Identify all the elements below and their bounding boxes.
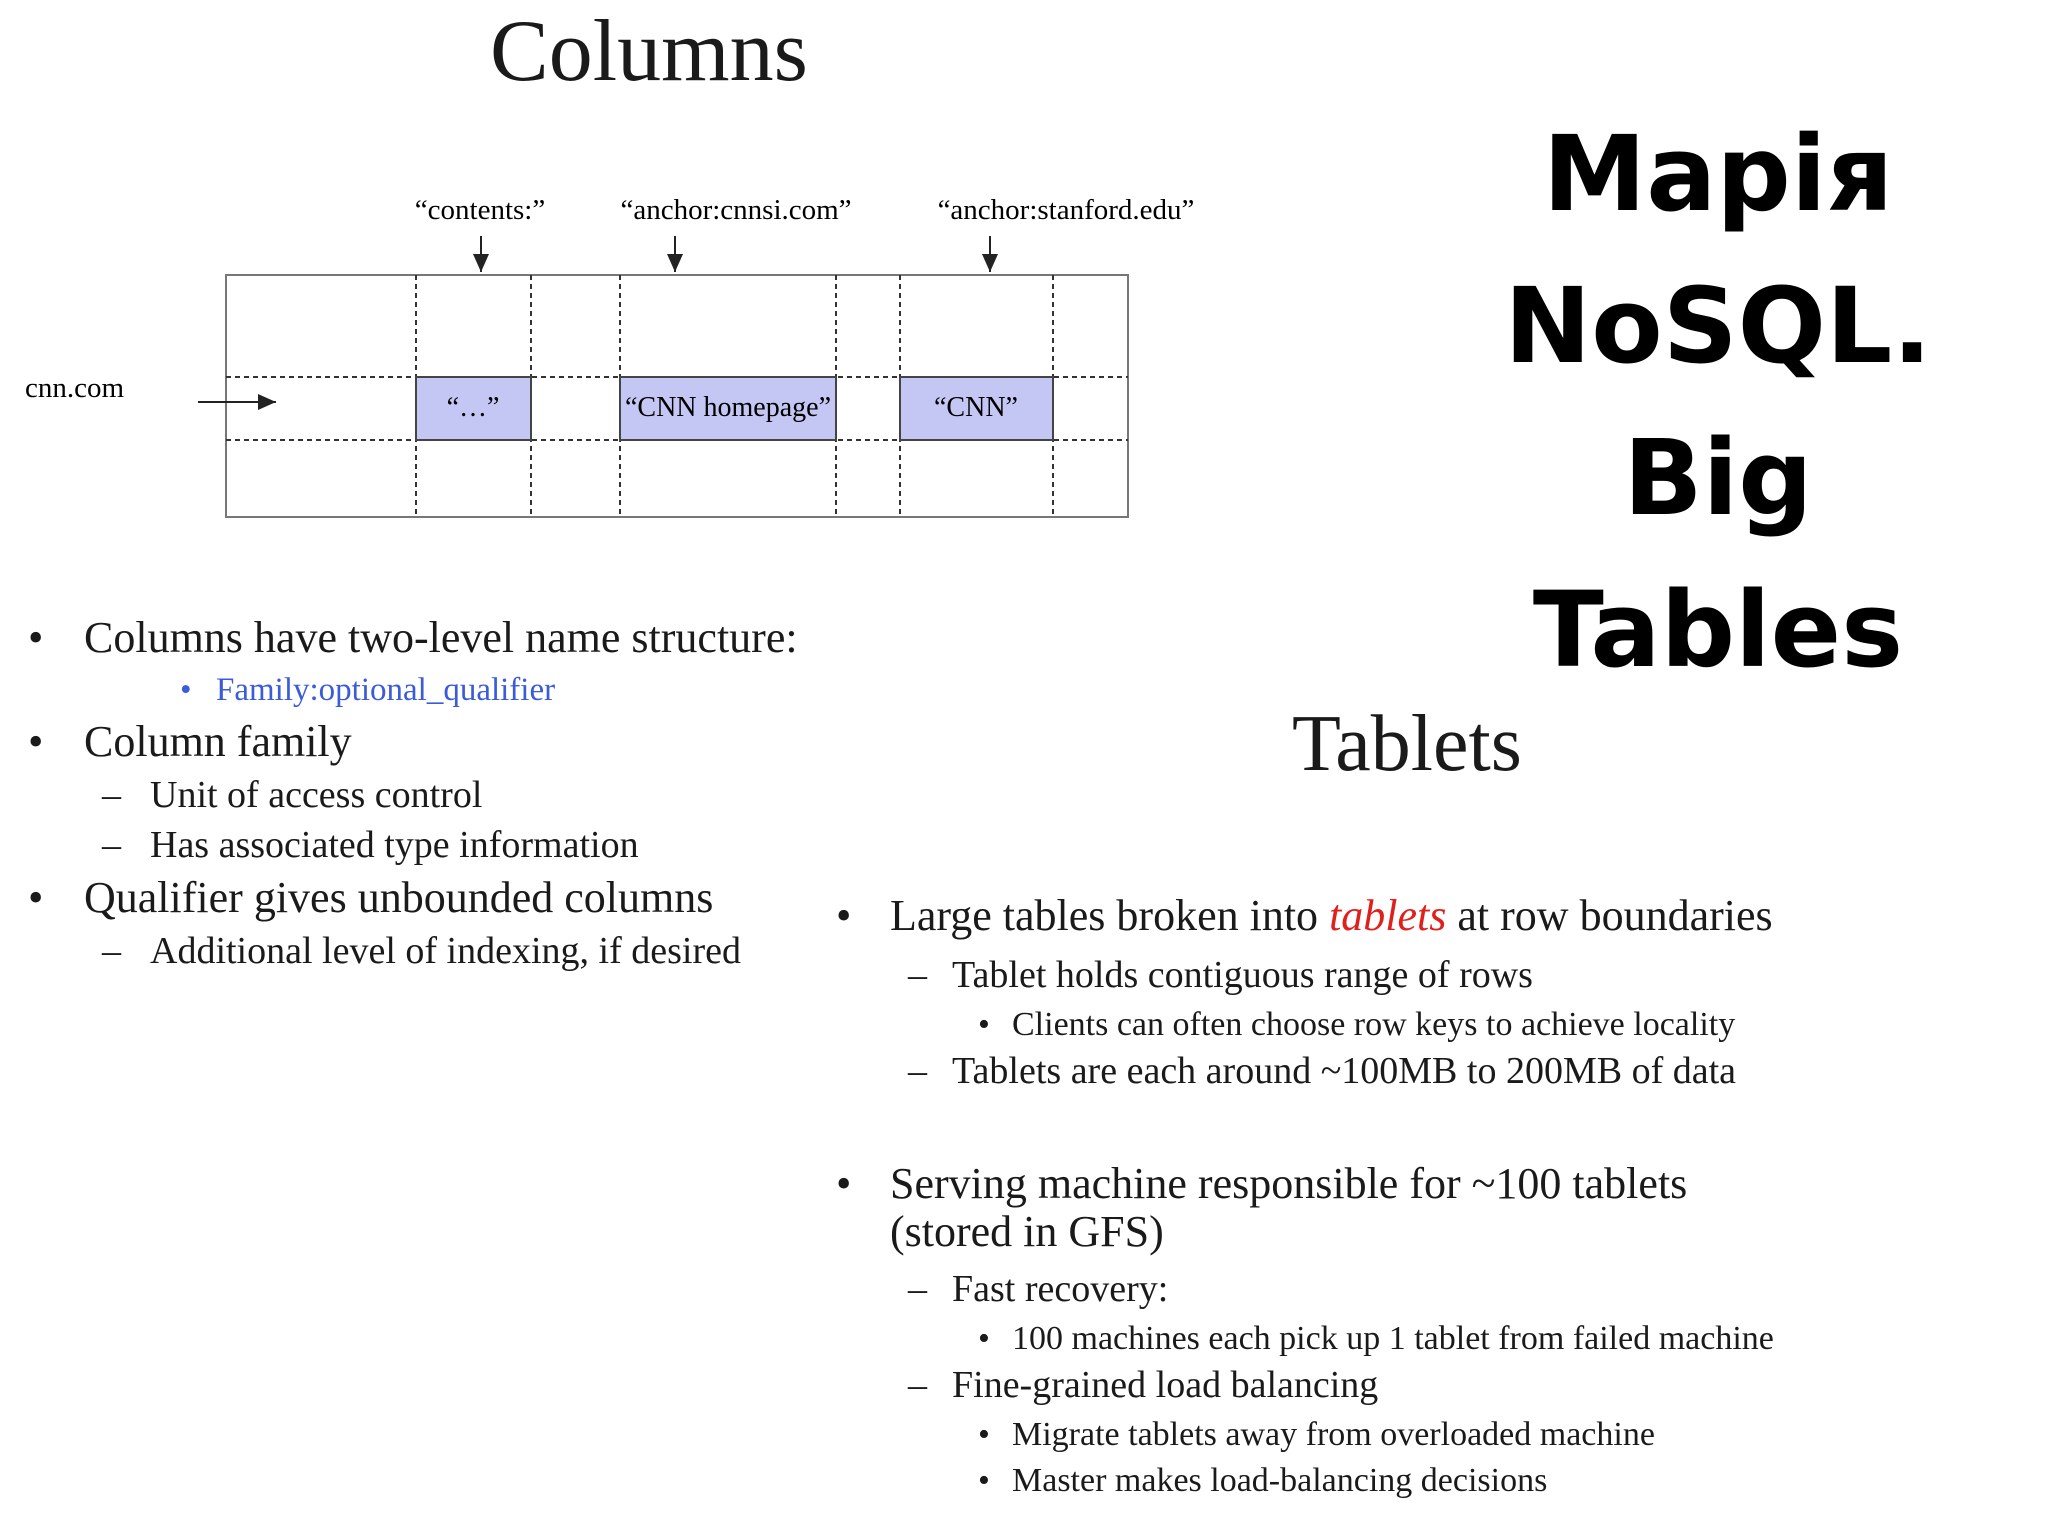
sub-bullet-marker: – [102,774,121,816]
slide-title [1398,98,2038,706]
bullet-text-continuation: (stored in GFS) [890,1207,1164,1256]
sub-bullet-text: Fast recovery: [952,1268,1169,1310]
sub-bullet-marker: – [102,930,121,972]
sub-bullet-text: Additional level of indexing, if desired [150,930,741,972]
sub-sub-bullet-text: Clients can often choose row keys to achieve locality [1012,1006,1736,1043]
bullet-marker: • [28,717,44,766]
bullet-marker: • [836,891,852,940]
bullet-text [890,890,1773,942]
bullet-text: Qualifier gives unbounded columns [84,873,714,922]
sub-sub-bullet-marker: • [978,1320,990,1357]
column-label-contents: “contents:” [414,194,546,226]
bullet-marker: • [836,1159,852,1208]
sub-bullet-text: Fine-grained load balancing [952,1364,1379,1406]
bullet-marker: • [28,873,44,922]
sub-bullet-marker: – [908,954,927,996]
slide-title-line: Tables [1532,569,1904,691]
bullet-text: Column family [84,717,352,766]
sub-bullet-text: Family:optional_qualifier [216,672,556,708]
sub-sub-bullet-marker: • [978,1006,990,1043]
bullet-text-before: Large tables broken into [890,891,1330,940]
sub-bullet-text: Tablet holds contiguous range of rows [952,954,1533,996]
slide-title-line: NoSQL. Big [1504,265,1932,539]
sub-bullet-text: Unit of access control [150,774,483,816]
sub-sub-bullet-text: Master makes load-balancing decisions [1012,1462,1548,1499]
tablets-heading: Tablets [1292,700,1522,788]
column-label-cnnsi: “anchor:cnnsi.com” [620,194,852,226]
bullet-text: Serving machine responsible for ~100 tablets [890,1159,1688,1208]
tablets-emphasis: tablets [1329,891,1447,940]
bullet-text-after: at row boundaries [1446,891,1773,940]
bigtable-column-diagram [0,180,1240,540]
cell-stanford-value: “CNN” [934,392,1018,423]
sub-bullet-marker: – [908,1050,927,1092]
column-label-stanford: “anchor:stanford.edu” [937,194,1195,226]
sub-bullet-marker: • [180,672,192,708]
sub-bullet-text: Has associated type information [150,824,639,866]
sub-bullet-marker: – [102,824,121,866]
sub-sub-bullet-marker: • [978,1462,990,1499]
bullet-text: Columns have two-level name structure: [84,613,798,662]
row-label: cnn.com [25,372,125,404]
sub-sub-bullet-text: 100 machines each pick up 1 tablet from failed machine [1012,1320,1774,1357]
sub-sub-bullet-text: Migrate tablets away from overloaded machine [1012,1416,1655,1453]
cell-cnnsi-value: “CNN homepage” [624,392,832,423]
cell-contents-value: “…” [446,392,500,423]
sub-bullet-marker: – [908,1268,927,1310]
bullet-marker: • [28,613,44,662]
sub-bullet-marker: – [908,1364,927,1406]
columns-heading: Columns [490,3,808,100]
slide-title-line: Марія [1542,113,1894,235]
sub-bullet-text: Tablets are each around ~100MB to 200MB of data [952,1050,1737,1092]
sub-sub-bullet-marker: • [978,1416,990,1453]
